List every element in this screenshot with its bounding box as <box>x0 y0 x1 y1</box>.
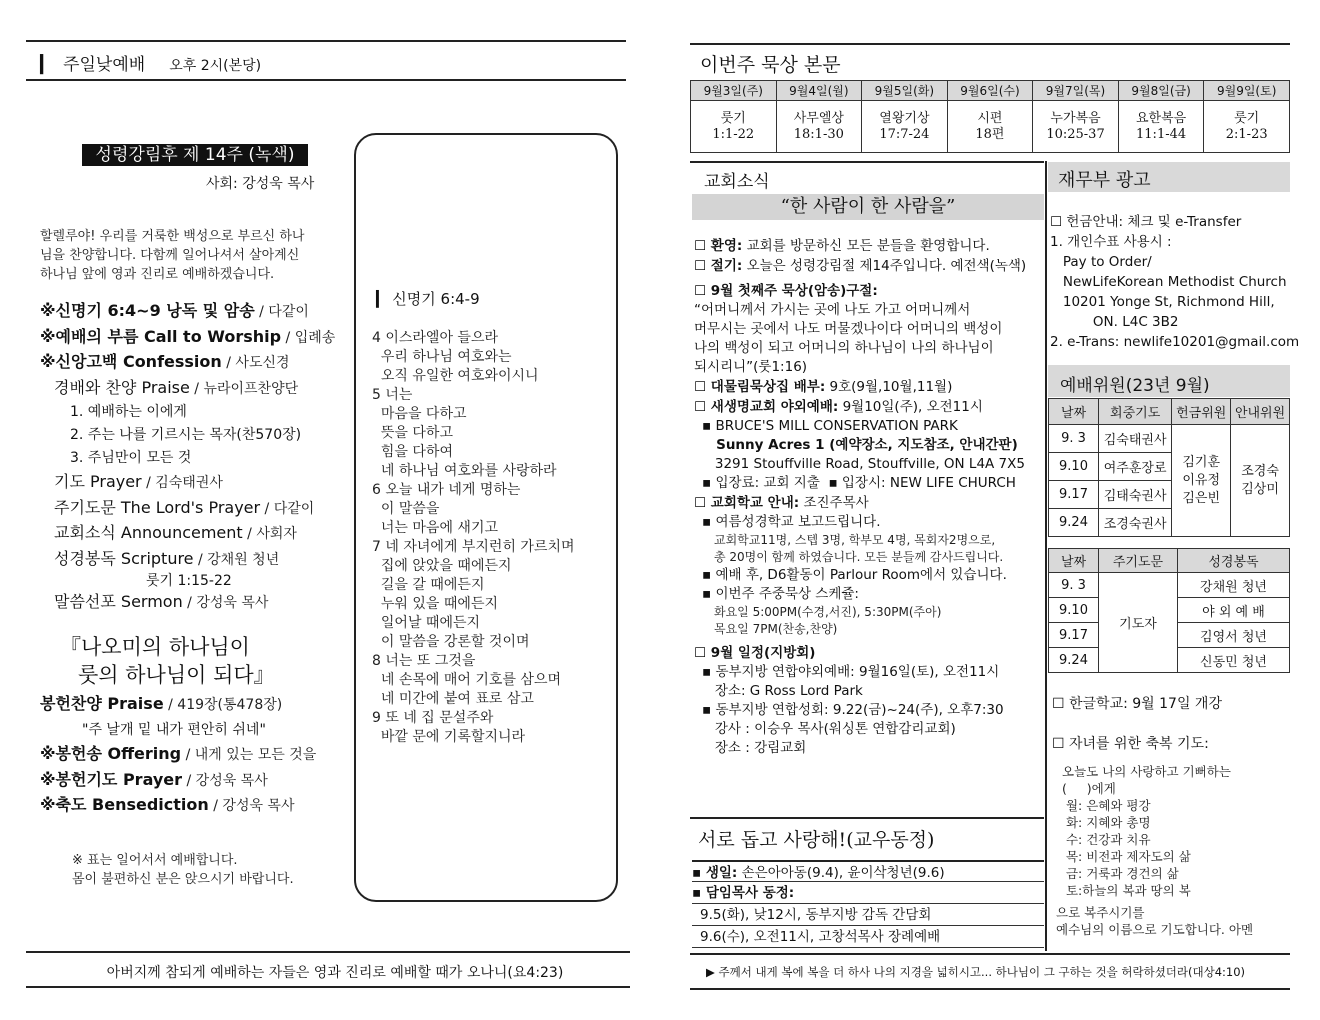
help-title: 서로 돕고 사랑해!(교우동정) <box>698 829 935 851</box>
prayer-end-line: 으로 복주시기를 <box>1056 905 1145 920</box>
scripture-line: 네 손목에 매어 기호를 삼으며 <box>372 672 561 688</box>
worship-title: 주일낮예배 <box>63 55 146 75</box>
news-line: Sunny Acres 1 (예약장소, 지도참조, 안내간판) <box>702 437 1018 453</box>
order-label: 1. 예배하는 이에게 <box>70 404 187 420</box>
scripture-line: 이 말씀을 강론할 것이며 <box>372 634 530 650</box>
scripture-line: 마음을 다하고 <box>372 406 467 422</box>
week-day: 9월3일(주) <box>691 81 777 101</box>
news-key: ☐ 환영: <box>694 238 743 254</box>
order-label: 경배와 찬양 Praise <box>54 377 190 397</box>
news-item <box>694 281 1046 301</box>
service-date: 9.10 <box>1049 598 1099 623</box>
prayer-ending <box>1056 904 1253 938</box>
order-label: ※봉헌기도 Prayer <box>40 769 183 789</box>
week-verse: 11:1-44 <box>1136 126 1187 142</box>
news-line: ▪ 이번주 주중묵상 스케쥴: <box>702 586 859 602</box>
order-label: 룻기 1:15-22 <box>146 573 232 589</box>
order-item <box>40 299 360 325</box>
committee-prayer: 조경숙권사 <box>1099 509 1172 537</box>
order-who: / 강채원 청년 <box>193 551 280 568</box>
slogan: “한 사람이 한 사람을” <box>692 194 1044 220</box>
week-book: 사무엘상 <box>793 110 844 126</box>
offering-member: 김기훈 <box>1182 454 1221 470</box>
presider: 사회: 강성욱 목사 <box>206 176 315 192</box>
week-day: 9월8일(금) <box>1118 81 1204 101</box>
prayer-line: ( )에게 <box>1062 781 1116 796</box>
committee-header: 회중기도 <box>1099 399 1172 425</box>
scripture-line: 길을 갈 때에든지 <box>372 577 485 593</box>
scripture-line: 집에 앉았을 때에든지 <box>372 558 512 574</box>
committee-prayer: 여주훈장로 <box>1099 453 1172 481</box>
header-bar: ▎ <box>40 55 54 75</box>
scripture-title: ▎ 신명기 6:4-9 <box>376 290 480 308</box>
news-line: 강사 : 이승우 목사(워싱톤 연합감리교회) <box>702 721 956 737</box>
order-item <box>40 547 360 573</box>
scripture-reader: 김영서 청년 <box>1178 623 1290 648</box>
service-date: 9. 3 <box>1049 573 1099 598</box>
news-key: ☐ 9월 첫째주 묵상(암송)구절: <box>694 283 878 299</box>
help-key: ▪ 담임목사 동정: <box>692 885 795 901</box>
week-ref <box>947 101 1033 153</box>
news-item <box>694 236 1046 256</box>
scripture-line: 이 말씀을 <box>372 501 440 517</box>
news-line: 교회학교11명, 스텝 3명, 학부모 4명, 목회자2명으로, <box>714 533 996 547</box>
order-item <box>40 718 360 743</box>
order-label: ※축도 Bensediction <box>40 795 209 814</box>
order-item <box>40 470 360 496</box>
offering-member: 김은빈 <box>1182 490 1221 506</box>
prayer-line: 오늘도 나의 사랑하고 기뻐하는 <box>1062 764 1231 779</box>
news-key: ☐ 새생명교회 야외예배: <box>694 399 839 415</box>
help-value: 9.6(수), 오전11시, 고창석목사 장례예배 <box>700 929 941 945</box>
order-label: ※신명기 6:4~9 낭독 및 암송 <box>40 301 255 320</box>
news-line: ▪ 동부지방 연합성회: 9.22(금)~24(주), 오후7:30 <box>702 702 1004 718</box>
news-line: 되시리니”(룻1:16) <box>694 359 808 375</box>
news-item <box>694 493 1046 513</box>
committee-date: 9.24 <box>1049 509 1099 537</box>
season-banner: 성령강림후 제 14주 (녹색) <box>82 144 308 166</box>
help-rule <box>690 817 1044 819</box>
week-day: 9월4일(월) <box>776 81 862 101</box>
scripture-reader: 신동민 청년 <box>1178 648 1290 673</box>
service-header: 날짜 <box>1049 549 1099 573</box>
intro-line: 하나님 앞에 영과 진리로 예배하겠습니다. <box>40 267 275 282</box>
scripture-line: 5 너는 <box>372 387 413 403</box>
order-item <box>40 350 360 376</box>
order-label: ※예배의 부름 Call to Worship <box>40 326 282 346</box>
order-label: 말씀선포 Sermon <box>54 592 183 611</box>
week-verse: 18:1-30 <box>793 126 844 142</box>
news-value: 교회를 방문하신 모든 분들을 환영합니다. <box>742 238 990 254</box>
order-item <box>40 521 360 547</box>
scripture-line: 네 미간에 붙여 표로 삼고 <box>372 691 534 707</box>
offering-member: 이유정 <box>1182 472 1221 488</box>
order-who: / 내게 있는 모든 것을 <box>181 747 317 763</box>
news-line: “어머니께서 가시는 곳에 나도 가고 어머니께서 <box>694 302 971 318</box>
news-line: 목요일 7PM(찬송,찬양) <box>714 622 838 636</box>
scripture-line: 8 너는 또 그것을 <box>372 653 476 669</box>
order-label: 성경봉독 Scripture <box>54 548 194 568</box>
order-who: / 강성욱 목사 <box>208 798 295 814</box>
committee-prayer: 김숙태권사 <box>1099 425 1172 453</box>
hangul-school: ☐ 한글학교: 9월 17일 개강 <box>1052 696 1222 712</box>
order-label: ※봉헌송 Offering <box>40 744 182 763</box>
order-who: / 입례송 <box>281 329 336 346</box>
order-who: / 사도신경 <box>221 355 290 371</box>
order-item <box>40 376 360 402</box>
top-rule <box>26 40 626 42</box>
week-book: 룻기 <box>720 110 746 126</box>
week-day: 9월5일(화) <box>862 81 948 101</box>
intro-line: 님을 찬양합니다. 다함께 일어나셔서 살아계신 <box>40 248 300 263</box>
week-ref <box>691 101 777 153</box>
help-value: 9.5(화), 낮12시, 동부지방 감독 간담회 <box>700 907 932 923</box>
offering-committee <box>1172 425 1231 537</box>
service-header: 주기도문 <box>1099 549 1178 573</box>
prayer-line: 수: 건강과 치유 <box>1062 832 1151 847</box>
prayer-line: 목: 비전과 제자도의 삶 <box>1062 849 1191 864</box>
week-ref <box>862 101 948 153</box>
scripture-line: 힘을 다하여 <box>372 444 453 460</box>
intro-line: 할렐루야! 우리를 거룩한 백성으로 부르신 하나 <box>40 229 305 244</box>
order-who: / 강성욱 목사 <box>182 772 268 789</box>
news-item <box>694 643 1046 663</box>
news-item <box>694 256 1046 276</box>
news-line: 총 20명이 함께 하였습니다. 모든 분들께 감사드립니다. <box>714 550 1004 564</box>
finance-line: NewLifeKorean Methodist Church <box>1050 274 1287 290</box>
week-verse: 18편 <box>975 126 1005 142</box>
news-line: 머무시는 곳에서 나도 머물겠나이다 어머니의 백성이 <box>694 321 1003 337</box>
prayer-line: 월: 은혜와 평강 <box>1062 798 1151 813</box>
order-item <box>40 793 360 819</box>
committee-header: 날짜 <box>1049 399 1099 425</box>
usher-member: 김상미 <box>1241 481 1279 497</box>
week-verse: 1:1-22 <box>712 126 755 142</box>
order-of-worship <box>40 299 360 616</box>
help-key: ▪ 생일: <box>692 865 738 881</box>
column-divider <box>1045 161 1047 951</box>
order-item <box>40 742 360 768</box>
scripture-line: 9 또 네 집 문설주와 <box>372 710 494 726</box>
news-value: 9월10일(주), 오전11시 <box>838 399 983 415</box>
order-item <box>40 447 360 470</box>
week-day: 9월9일(토) <box>1204 81 1290 101</box>
order-who: / 뉴라이프찬양단 <box>189 380 299 397</box>
news-line: 3291 Stouffville Road, Stouffville, ON L4A 7X5 <box>702 456 1025 472</box>
week-verse: 10:25-37 <box>1046 126 1105 142</box>
order-item <box>40 496 360 522</box>
usher-committee <box>1231 425 1290 537</box>
footer-rule-bottom <box>26 986 630 988</box>
committee-header: 안내위원 <box>1231 399 1290 425</box>
help-value: 손은아아동(9.4), 윤이삭청년(9.6) <box>737 865 945 881</box>
order-label: 기도 Prayer <box>54 472 142 491</box>
finance-line: Pay to Order/ <box>1050 254 1152 270</box>
news-value: 9호(9월,10월,11월) <box>825 379 953 395</box>
finance-line: 1. 개인수표 사용시 : <box>1050 234 1172 250</box>
order-of-worship-2 <box>40 692 360 819</box>
order-who: / 김숙태권사 <box>141 475 223 491</box>
committee-header: 헌금위원 <box>1172 399 1231 425</box>
week-book: 요한복음 <box>1135 110 1187 126</box>
lords-prayer-leader: 기도자 <box>1099 573 1178 673</box>
scripture-line: 뜻을 다하고 <box>372 425 453 441</box>
order-item <box>40 768 360 794</box>
standing-note <box>72 851 294 889</box>
order-item <box>40 325 360 351</box>
sermon-title-line: 『나오미의 하나님이 <box>60 635 250 659</box>
scripture-line: 네 하나님 여호와를 사랑하라 <box>372 463 557 479</box>
scripture-line: 6 오늘 내가 네게 명하는 <box>372 482 521 498</box>
worship-header <box>40 50 261 75</box>
order-label: 교회소식 Announcement <box>54 523 243 542</box>
committee-date: 9. 3 <box>1049 425 1099 453</box>
scripture-line: 일어날 때에든지 <box>372 615 481 631</box>
finance-line: ☐ 헌금안내: 체크 및 e-Transfer <box>1050 214 1242 230</box>
scripture-reader: 강채원 청년 <box>1178 573 1290 598</box>
week-book: 열왕기상 <box>879 110 930 126</box>
week-ref <box>1204 101 1290 153</box>
week-verse: 17:7-24 <box>879 126 930 142</box>
prayer-line: 화: 지혜와 총명 <box>1062 815 1151 830</box>
sermon-title-line: 룻의 하나님이 되다』 <box>78 663 275 687</box>
order-label: 주기도문 The Lord's Prayer <box>54 497 261 517</box>
footer-rule-top <box>26 951 630 953</box>
help-item <box>692 860 1044 882</box>
prayer-text <box>1062 763 1231 899</box>
service-date: 9.24 <box>1049 648 1099 673</box>
news-rule <box>690 161 1044 163</box>
committee-table <box>1048 398 1290 537</box>
help-item <box>692 904 1044 926</box>
news-key: ☐ 절기: <box>694 258 743 274</box>
usher-member: 조경숙 <box>1241 463 1279 479</box>
prayer-line: 토:하늘의 복과 땅의 복 <box>1062 883 1191 898</box>
scripture-reader: 야 외 예 배 <box>1178 598 1290 623</box>
scripture-line: 우리 하나님 여호와는 <box>372 349 512 365</box>
news-line: 화요일 5:00PM(수경,서진), 5:30PM(주아) <box>714 605 942 619</box>
news-title: 교회소식 <box>704 172 770 192</box>
scripture-line: 너는 마음에 새기고 <box>372 520 498 536</box>
order-item <box>40 590 360 616</box>
news-key: ☐ 교회학교 안내: <box>694 495 800 511</box>
news-value: 조진주목사 <box>799 495 869 511</box>
week-ref <box>1033 101 1119 153</box>
footer-verse-right: ▶ 주께서 내게 복에 복을 더 하사 나의 지경을 넓히시고... 하나님이 그 구하는 것을 허락하셨더라(대상4:10) <box>706 965 1246 979</box>
church-news <box>694 236 1046 758</box>
sermon-title <box>60 633 275 689</box>
order-who: / 강성욱 목사 <box>182 595 269 611</box>
order-item <box>40 692 360 718</box>
right-footer-rule-top <box>690 953 1290 955</box>
week-ref <box>1118 101 1204 153</box>
order-who: / 419장(통478장) <box>163 697 283 713</box>
order-label: 3. 주님만이 모든 것 <box>70 450 192 466</box>
scripture-line: 바깥 문에 기록할지니라 <box>372 729 526 745</box>
order-who: / 다같이 <box>254 304 309 320</box>
week-book: 시편 <box>977 110 1003 126</box>
scripture-text <box>372 329 612 747</box>
order-label: 2. 주는 나를 기르시는 목자(찬570장) <box>70 427 302 443</box>
order-who: / 다같이 <box>260 500 315 517</box>
service-date: 9.17 <box>1049 623 1099 648</box>
scripture-line: 4 이스라엘아 들으라 <box>372 330 498 346</box>
scripture-line: 오직 유일한 여호와이시니 <box>372 368 539 384</box>
order-label: "주 날개 밑 내가 편안히 쉬네" <box>82 721 266 738</box>
help-list <box>692 860 1044 948</box>
news-line: ▪ 동부지방 연합야외예배: 9월16일(토), 오전11시 <box>702 664 1000 680</box>
week-verse: 2:1-23 <box>1225 126 1268 142</box>
order-who: / 사회자 <box>242 526 297 542</box>
prayer-title: ☐ 자녀를 위한 축복 기도: <box>1052 736 1209 752</box>
finance-line: 10201 Yonge St, Richmond Hill, <box>1050 294 1275 310</box>
finance-title: 재무부 광고 <box>1058 170 1151 191</box>
note-line: 몸이 불편하신 분은 앉으시기 바랍니다. <box>72 872 294 887</box>
right-top-rule <box>690 43 1290 45</box>
committee-title: 예배위원(23년 9월) <box>1060 376 1210 396</box>
order-label: ※신앙고백 Confession <box>40 352 222 371</box>
header-rule <box>26 79 626 81</box>
news-line: 장소 : 강림교회 <box>702 740 807 756</box>
help-item <box>692 882 1044 904</box>
order-item <box>40 401 360 424</box>
news-line: ▪ 예배 후, D6활동이 Parlour Room에서 있습니다. <box>702 567 1007 583</box>
news-key: ☐ 대물림묵상집 배부: <box>694 379 826 395</box>
news-line: ▪ BRUCE'S MILL CONSERVATION PARK <box>702 418 958 434</box>
news-line: 장소: G Ross Lord Park <box>702 683 863 699</box>
news-line: 나의 백성이 되고 어머니의 하나님이 나의 하나님이 <box>694 340 994 356</box>
week-book: 룻기 <box>1234 110 1260 126</box>
footer-verse: 아버지께 참되게 예배하는 자들은 영과 진리로 예배할 때가 오나니(요4:23) <box>106 965 564 981</box>
week-day: 9월7일(목) <box>1033 81 1119 101</box>
service-table <box>1048 548 1290 673</box>
right-footer-rule-bottom <box>690 988 1290 990</box>
news-line: ▪ 여름성경학교 보고드립니다. <box>702 514 881 530</box>
finance-line: 2. e-Trans: newlife10201@gmail.com <box>1050 334 1300 350</box>
order-item <box>40 572 360 590</box>
news-item <box>694 377 1046 397</box>
scripture-line: 누워 있을 때에든지 <box>372 596 498 612</box>
week-ref <box>776 101 862 153</box>
news-key: ☐ 9월 일정(지방회) <box>694 645 816 661</box>
news-item <box>694 397 1046 417</box>
news-line: ▪ 입장료: 교회 지출 ▪ 입장시: NEW LIFE CHURCH <box>702 475 1016 491</box>
finance-line: ON. L4C 3B2 <box>1050 314 1179 330</box>
intro-text <box>40 227 330 284</box>
committee-prayer: 김태숙권사 <box>1099 481 1172 509</box>
committee-date: 9.17 <box>1049 481 1099 509</box>
worship-time: 오후 2시(본당) <box>169 58 262 74</box>
meditation-table <box>690 80 1290 153</box>
finance-info <box>1050 212 1300 352</box>
week-day: 9월6일(수) <box>947 81 1033 101</box>
committee-date: 9.10 <box>1049 453 1099 481</box>
scripture-line: 7 네 자녀에게 부지런히 가르치며 <box>372 539 575 555</box>
news-value: 오늘은 성령강림절 제14주입니다. 예전색(녹색) <box>742 258 1027 274</box>
service-header: 성경봉독 <box>1178 549 1290 573</box>
order-item <box>40 424 360 447</box>
prayer-line: 금: 거룩과 경건의 삶 <box>1062 866 1179 881</box>
meditation-title: 이번주 묵상 본문 <box>700 54 841 76</box>
help-item <box>692 926 1044 948</box>
order-label: 봉헌찬양 Praise <box>40 694 164 713</box>
note-line: ※ 표는 일어서서 예배합니다. <box>72 853 238 868</box>
week-book: 누가복음 <box>1050 110 1101 126</box>
prayer-end-line: 예수님의 이름으로 기도합니다. 아멘 <box>1056 922 1254 937</box>
